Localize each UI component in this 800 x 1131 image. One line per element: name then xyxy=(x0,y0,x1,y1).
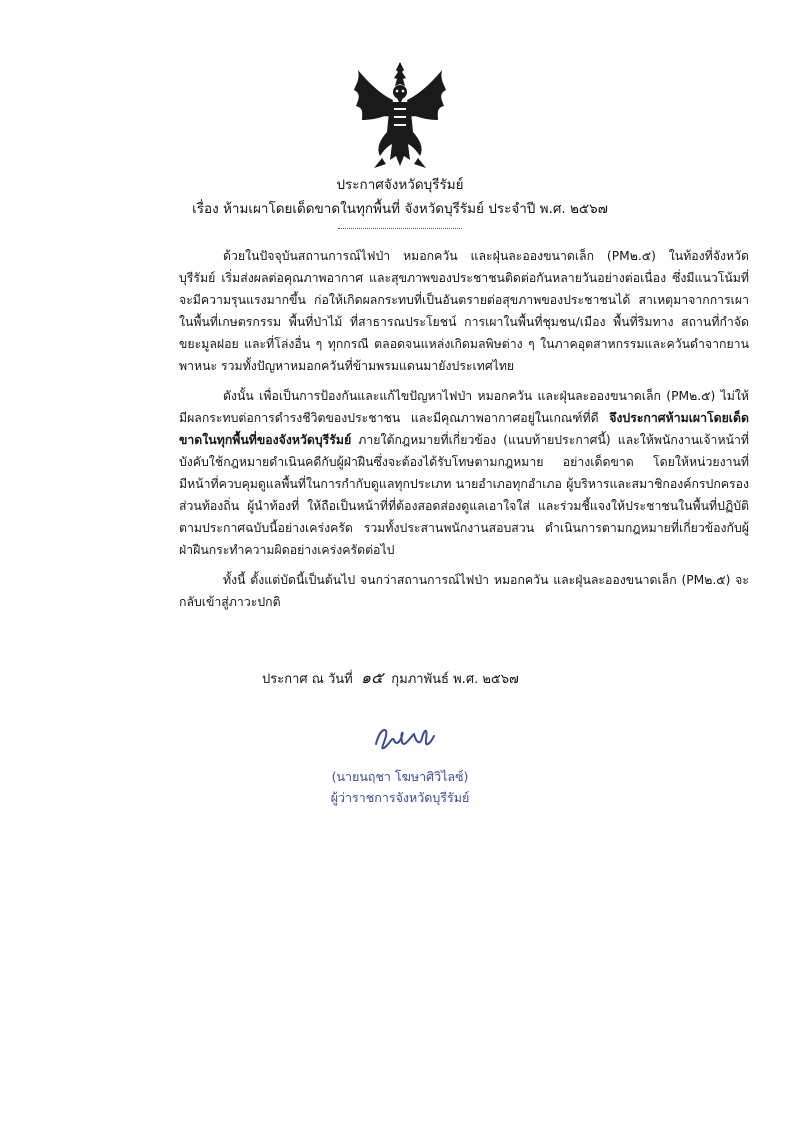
paragraph-2-end: ภายใต้กฎหมายที่เกี่ยวข้อง (แนบท้ายประกาศนี้) และให้พนักงานเจ้าหน้าที่ บังคับใช้กฎหมายดำเนินคดีกับผู้ฝ่าฝืนซึ่งจะต้องได้รับโทษตามกฎหมาย อย่างเด็ดขาด โดยให้หน่วยงานที่มีหน้าที่ควบคุมดูแลพื้นที่ในการกำกับดูแลทุกประเภท นายอำเภอทุกอำเภอ ผู้บริหารและสมาชิกองค์กรปกครองส่วนท้องถิ่น ผู้นำท้องที่ ให้ถือเป็นหน้าที่ที่ต้องสอดส่องดูแลเอาใจใส่ และร่วมชี้แจงให้ประชาชนในพื้นที่ปฏิบัติตามประกาศฉบับนี้อย่างเคร่งครัด รวมทั้งประสานพนักงานสอบสวน ดำเนินการตามกฎหมายที่เกี่ยวข้องกับผู้ฝ่าฝืนกระทำความผิดอย่างเคร่งครัดต่อไป xyxy=(179,433,749,557)
document-title: ประกาศจังหวัดบุรีรัมย์ xyxy=(336,177,464,193)
document-subject: เรื่อง ห้ามเผาโดยเด็ดขาดในทุกพื้นที่ จังหวัดบุรีรัมย์ ประจำปี พ.ศ. ๒๕๖๗ xyxy=(192,201,608,217)
garuda-emblem-icon xyxy=(350,60,450,172)
paragraph-2-bold: จึงประกาศห้ามเผาโดยเด็ดขาดในทุกพื้นที่ของจังหวัดบุรีรัมย์ xyxy=(179,411,749,447)
paragraph-1 xyxy=(179,245,749,377)
announcement-date xyxy=(262,666,519,691)
document-body xyxy=(179,245,749,621)
signatory-position: ผู้ว่าราชการจังหวัดบุรีรัมย์ xyxy=(330,790,470,805)
announcement-month-year: กุมภาพันธ์ พ.ศ. ๒๕๖๗ xyxy=(391,672,519,687)
signatory-name: (นายนฤชา โฆษาศิวิไลซ์) xyxy=(331,769,469,784)
paragraph-1-text: ด้วยในปัจจุบันสถานการณ์ไฟป่า หมอกควัน และฝุ่นละอองขนาดเล็ก (PM๒.๕) ในท้องที่จังหวัดบุรีรัมย์ เริ่มส่งผลต่อคุณภาพอากาศ และสุขภาพของประชาชนติดต่อกันหลายวันอย่างต่อเนื่อง ซึ่งมีแนวโน้มที่จะมีความรุนแรงมากขึ้น ก่อให้เกิดผลกระทบที่เป็นอันตรายต่อสุขภาพของประชาชนได้ สาเหตุมาจากการเผาในพื้นที่เกษตรกรรม พื้นที่ป่าไม้ ที่สาธารณประโยชน์ การเผาในพื้นที่ชุมชน/เมือง พื้นที่ริมทาง สถานที่กำจัดขยะมูลฝอย และที่โล่งอื่น ๆ ทุกกรณี ตลอดจนแหล่งเกิดมลพิษต่าง ๆ ในภาคอุตสาหกรรมและควันดำจากยานพาหนะ รวมทั้งปัญหาหมอกควันที่ข้ามพรมแดนมายังประเทศไทย xyxy=(179,249,749,373)
paragraph-2 xyxy=(179,385,749,561)
announcement-day: ๑๕ xyxy=(360,668,384,687)
paragraph-2-start: ดังนั้น เพื่อเป็นการป้องกันและแก้ไขปัญหาไฟป่า หมอกควัน และฝุ่นละอองขนาดเล็ก (PM๒.๕) ไม่ให้มีผลกระทบต่อการดำรงชีวิตของประชาชน และมีคุณภาพอากาศอยู่ในเกณฑ์ที่ดี xyxy=(179,389,749,425)
announcement-prefix: ประกาศ ณ วันที่ xyxy=(262,672,353,687)
paragraph-3 xyxy=(179,569,749,613)
paragraph-3-text: ทั้งนี้ ตั้งแต่บัดนี้เป็นต้นไป จนกว่าสถานการณ์ไฟป่า หมอกควัน และฝุ่นละอองขนาดเล็ก (PM๒.๕) จะกลับเข้าสู่ภาวะปกติ xyxy=(179,573,749,609)
handwritten-signature xyxy=(370,718,440,756)
title-divider xyxy=(338,228,462,229)
